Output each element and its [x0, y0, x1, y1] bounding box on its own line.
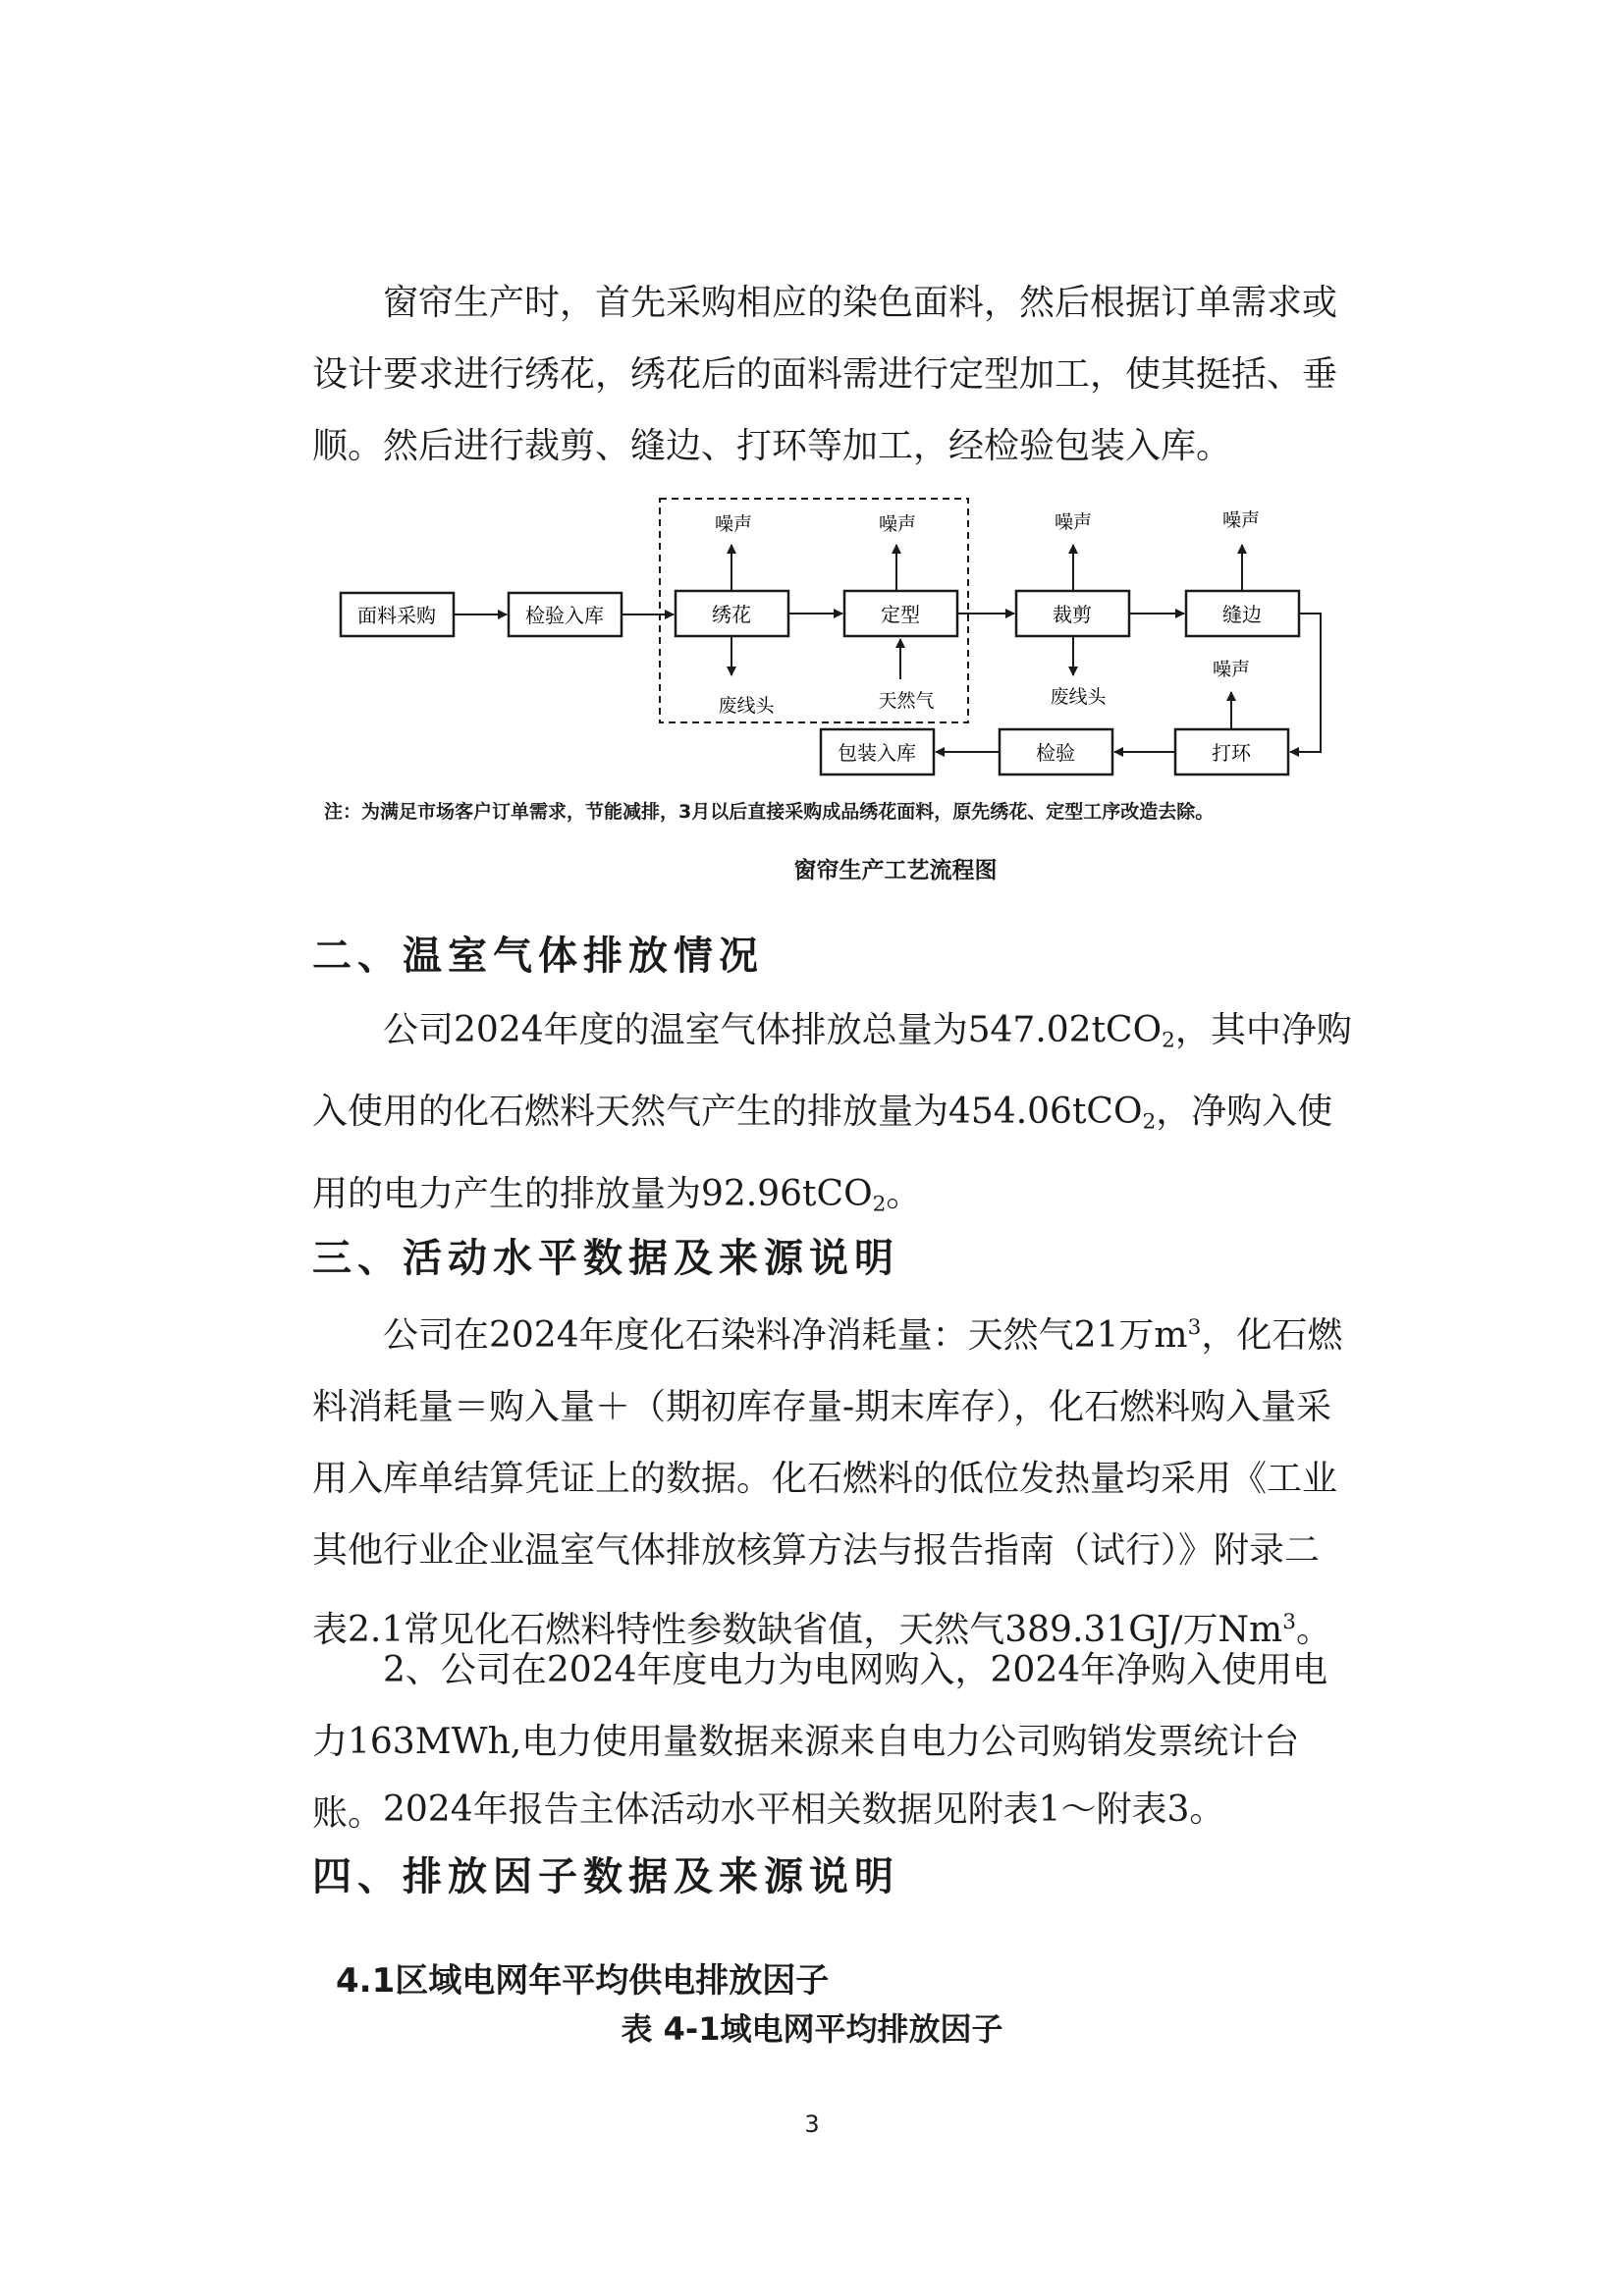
table-title: 表 4-1域电网平均排放因子 — [621, 2010, 1003, 2048]
section3-paragraph-2: 2、公司在2024年度电力为电网购入，2024年净购入使用电力163MWh,电力使用量数据来源来自电力公司购销发票统计台账。 — [312, 1650, 1328, 1834]
box-setting-label: 定型 — [881, 603, 920, 626]
box-purchase-label: 面料采购 — [357, 604, 436, 627]
box-ring-label: 打环 — [1212, 741, 1251, 765]
box-cutting-label: 裁剪 — [1053, 603, 1092, 626]
label-noise-ring: 噪声 — [1212, 659, 1251, 680]
section2-paragraph: 公司2024年度的温室气体排放总量为547.02tCO$_2$，其中净购入使用的化石燃料天然气产生的排放量为454.06tCO$_2$，净购入使用的电力产生的排放量为92.96tCO$_2$。 — [312, 1010, 1352, 1217]
box-inspect-label: 检验 — [1036, 741, 1075, 765]
process-flow-diagram — [0, 491, 1624, 785]
label-waste-cutting: 废线头 — [1050, 686, 1107, 708]
box-pack — [821, 729, 934, 774]
box-hemming — [1186, 591, 1299, 636]
box-ring — [1175, 729, 1288, 774]
box-inspect — [1000, 729, 1112, 774]
intro-paragraph: 窗帘生产时，首先采购相应的染色面料，然后根据订单需求或设计要求进行绣花，绣花后的面料需进行定型加工，使其挺括、垂顺。然后进行裁剪、缝边、打环等加工，经检验包装入库。 — [312, 283, 1338, 466]
section4-subheading: 4.1区域电网年平均供电排放因子 — [336, 1961, 830, 2001]
diagram-note: 注：为满足市场客户订单需求，节能减排，3月以后直接采购成品绣花面料，原先绣花、定型工序改造去除。 — [324, 801, 1215, 823]
box-inspect-store — [509, 593, 622, 636]
section3-paragraph-1: 公司在2024年度化石染料净消耗量：天然气21万$m^3$，化石燃料消耗量＝购入量＋（期初库存量-期末库存），化石燃料购入量采用入库单结算凭证上的数据。化石燃料的低位发热量均采用《工业其他行业企业温室气体排放核算方法与报告指南（试行）》附录二表2.1常见化石燃料特性参数缺省值，天然气389.31GJ/万Nm$^3$。 — [312, 1315, 1343, 1650]
arrow-hemming-ring — [1290, 614, 1321, 752]
box-hemming-label: 缝边 — [1222, 603, 1262, 626]
section4-heading: 四、排放因子数据及来源说明 — [312, 1854, 899, 1899]
box-embroidery — [676, 591, 788, 636]
box-purchase — [341, 593, 454, 636]
section3-heading: 三、活动水平数据及来源说明 — [312, 1236, 899, 1281]
box-inspect-store-label: 检验入库 — [525, 604, 604, 627]
section3-paragraph-3: 2024年报告主体活动水平相关数据见附表1～附表3。 — [383, 1789, 1225, 1830]
label-noise-cutting: 噪声 — [1054, 511, 1093, 533]
box-setting — [844, 591, 957, 636]
diagram-caption: 窗帘生产工艺流程图 — [793, 858, 998, 883]
box-embroidery-label: 绣花 — [712, 603, 751, 626]
label-noise-embroidery: 噪声 — [714, 513, 753, 535]
page-number: 3 — [804, 2110, 820, 2138]
dashed-region — [660, 499, 968, 722]
label-waste-embroidery: 废线头 — [718, 695, 775, 717]
label-noise-hemming: 噪声 — [1221, 509, 1261, 531]
box-pack-label: 包装入库 — [838, 741, 916, 765]
box-cutting — [1016, 591, 1129, 636]
section2-heading: 二、温室气体排放情况 — [312, 934, 764, 979]
label-noise-setting: 噪声 — [878, 513, 917, 535]
label-natural-gas: 天然气 — [878, 690, 935, 712]
